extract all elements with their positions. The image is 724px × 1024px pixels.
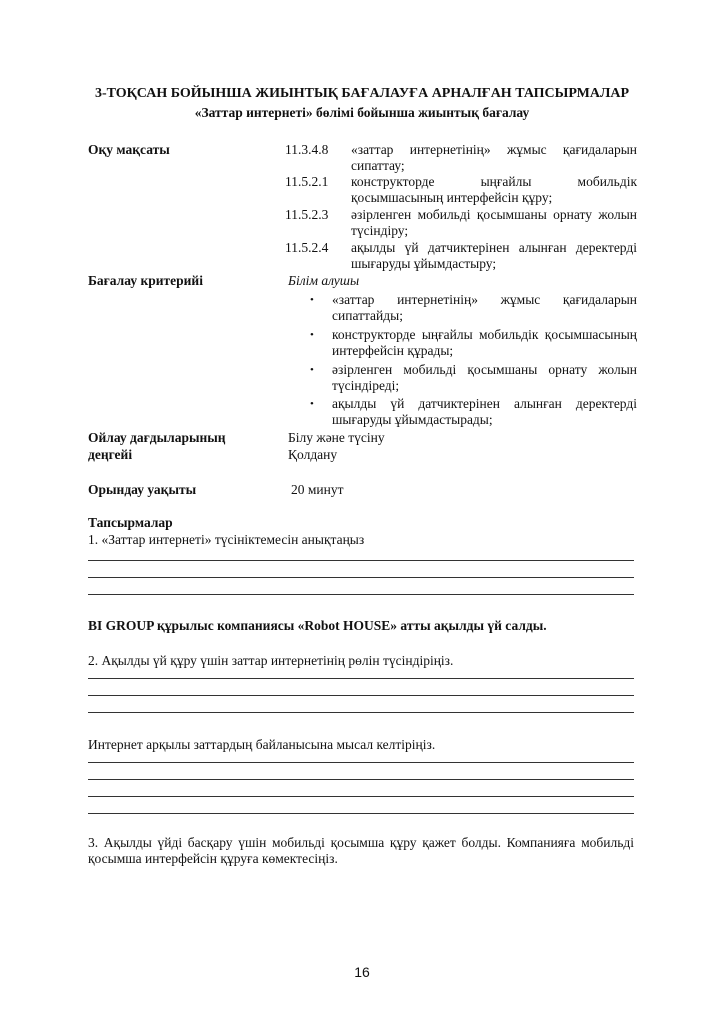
bullet-icon: • [310,364,314,376]
thinking-label: Ойлау дағдыларының [88,430,226,445]
objective-code: 11.5.2.3 [285,207,329,222]
bullet-icon: • [310,398,314,410]
task-context: BI GROUP құрылыс компаниясы «Robot HOUSE» атты ақылды үй салды. [88,618,547,633]
objective-code: 11.5.2.1 [285,174,329,189]
page-number: 16 [354,964,370,980]
criteria-text: конструкторде ыңғайлы мобильдік қосымшасының интерфейсін құрады; [332,327,637,358]
thinking-label-cont: деңгейі [88,447,133,462]
answer-line [88,779,634,780]
answer-line [88,762,634,763]
objective-code: 11.5.2.4 [285,240,329,255]
answer-line [88,577,634,578]
thinking-level: Қолдану [288,447,338,462]
answer-line [88,695,634,696]
criteria-learner: Білім алушы [288,273,360,288]
tasks-heading: Тапсырмалар [88,515,173,530]
task-2: 2. Ақылды үй құру үшін заттар интернетінің рөлін түсіндіріңіз. [88,653,454,668]
bullet-icon: • [310,329,314,341]
page-subtitle: «Заттар интернеті» бөлімі бойынша жиынтық бағалау [194,105,530,120]
answer-line [88,796,634,797]
objective-code: 11.3.4.8 [285,142,329,157]
criteria-text: «заттар интернетінің» жұмыс қағидаларын сипаттайды; [332,292,637,323]
time-label: Орындау уақыты [88,482,197,497]
objective-text: конструкторде ыңғайлы мобильдік қосымшасының интерфейсін құру; [351,174,637,205]
thinking-level: Білу және түсіну [288,430,385,445]
task-2b: Интернет арқылы заттардың байланысына мысал келтіріңіз. [88,737,436,752]
objective-text: ақылды үй датчиктерінен алынған деректерді шығаруды ұйымдастыру; [351,240,637,271]
criteria-label: Бағалау критерийі [88,273,203,288]
answer-line [88,594,634,595]
objective-text: «заттар интернетінің» жұмыс қағидаларын сипаттау; [351,142,637,173]
answer-line [88,813,634,814]
task-3: 3. Ақылды үйді басқару үшін мобильді қосымша құру қажет болды. Компанияға мобильді қосымша интерфейсін құруға көмектесіңіз. [88,835,634,866]
task-1: 1. «Заттар интернеті» түсініктемесін анықтаңыз [88,532,365,547]
answer-line [88,678,634,679]
criteria-text: ақылды үй датчиктерінен алынған деректерді шығаруды ұйымдастырады; [332,396,637,427]
objectives-label: Оқу мақсаты [88,142,170,157]
answer-line [88,560,634,561]
criteria-text: әзірленген мобильді қосымшаны орнату жолын түсіндіреді; [332,362,637,393]
bullet-icon: • [310,294,314,306]
page-title: 3-ТОҚСАН БОЙЫНША ЖИЫНТЫҚ БАҒАЛАУҒА АРНАЛҒАН ТАПСЫРМАЛАР [94,86,630,101]
time-value: 20 минут [291,482,344,497]
objective-text: әзірленген мобильді қосымшаны орнату жолын түсіндіру; [351,207,637,238]
answer-line [88,712,634,713]
